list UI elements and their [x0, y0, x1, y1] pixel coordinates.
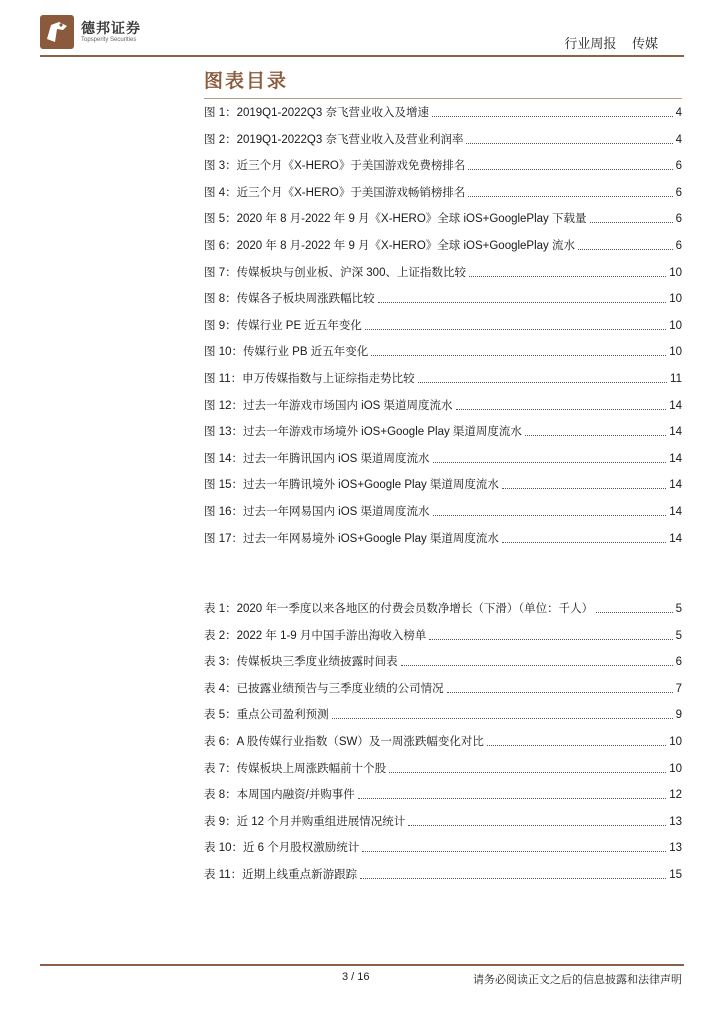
company-name-cn: 德邦证券	[81, 20, 141, 36]
header-divider	[40, 55, 684, 57]
table-entry[interactable]	[204, 759, 682, 777]
figure-entry[interactable]	[204, 103, 682, 121]
figure-entry[interactable]	[204, 263, 682, 281]
dot-leader	[360, 878, 666, 879]
title-divider	[204, 98, 682, 99]
company-logo	[40, 15, 160, 49]
table-entry[interactable]	[204, 785, 682, 803]
figure-entry-page: 14	[669, 399, 682, 412]
dot-leader	[433, 462, 667, 463]
dot-leader	[487, 745, 666, 746]
dot-leader	[401, 665, 673, 666]
figure-entry-label: 图 13：过去一年游戏市场境外 iOS+Google Play 渠道周度流水	[204, 426, 522, 439]
company-name-en: Topsperity Securities	[81, 37, 137, 43]
table-entry-page: 6	[675, 656, 682, 669]
table-entry[interactable]	[204, 599, 682, 617]
figure-entry[interactable]	[204, 156, 682, 174]
figure-entry[interactable]	[204, 183, 682, 201]
table-entry[interactable]	[204, 626, 682, 644]
figure-entry-page: 14	[669, 452, 682, 465]
figure-entry[interactable]	[204, 396, 682, 414]
dot-leader	[466, 143, 672, 144]
table-entry[interactable]	[204, 705, 682, 723]
dot-leader	[433, 515, 667, 516]
toc-title: 图表目录	[204, 71, 289, 92]
figure-entry-page: 10	[669, 266, 682, 279]
table-entry[interactable]	[204, 679, 682, 697]
table-entry-label: 表 3：传媒板块三季度业绩披露时间表	[204, 656, 398, 669]
table-entry-label: 表 4：已披露业绩预告与三季度业绩的公司情况	[204, 682, 444, 695]
figure-entry[interactable]	[204, 502, 682, 520]
table-entry-label: 表 1：2020 年一季度以来各地区的付费会员数净增长（下滑）（单位：千人）	[204, 603, 594, 615]
figure-entry-label: 图 16：过去一年网易国内 iOS 渠道周度流水	[204, 506, 430, 518]
table-entry-label: 表 9：近 12 个月并购重组进展情况统计	[204, 815, 406, 828]
table-entry-page: 13	[669, 815, 682, 828]
figure-entry[interactable]	[204, 209, 682, 227]
figure-entry-page: 10	[669, 319, 682, 332]
dot-leader	[365, 329, 666, 330]
table-entry-page: 10	[669, 736, 682, 748]
figure-entry[interactable]	[204, 529, 682, 547]
dot-leader	[362, 851, 666, 852]
dot-leader	[358, 798, 666, 799]
table-entry-page: 5	[675, 629, 682, 642]
figure-entry-label: 图 9：传媒行业 PE 近五年变化	[204, 319, 362, 332]
figure-entry-label: 图 10：传媒行业 PB 近五年变化	[204, 346, 369, 359]
report-type: 行业周报	[564, 36, 617, 51]
disclaimer-text: 请务必阅读正文之后的信息披露和法律声明	[473, 974, 682, 986]
dot-leader	[469, 276, 666, 277]
figure-entry-page: 14	[669, 426, 682, 439]
figure-entry-label: 图 8：传媒各子板块周涨跌幅比较	[204, 293, 375, 306]
figure-entry[interactable]	[204, 236, 682, 254]
figure-entry[interactable]	[204, 130, 682, 148]
figure-entry-page: 4	[675, 107, 682, 119]
dot-leader	[596, 612, 672, 613]
dot-leader	[468, 169, 672, 170]
table-entry-label: 表 7：传媒板块上周涨跌幅前十个股	[204, 762, 387, 775]
figure-entry-label: 图 17：过去一年网易境外 iOS+Google Play 渠道周度流水	[204, 532, 499, 545]
table-entry-label: 表 5：重点公司盈利预测	[204, 709, 329, 722]
figure-entry[interactable]	[204, 475, 682, 493]
figure-entry-label: 图 7：传媒板块与创业板、沪深 300、上证指数比较	[204, 266, 466, 279]
figure-entry[interactable]	[204, 449, 682, 467]
dot-leader	[525, 435, 666, 436]
dot-leader	[432, 116, 673, 117]
figure-entry[interactable]	[204, 422, 682, 440]
dot-leader	[332, 718, 673, 719]
report-category	[552, 33, 658, 52]
figure-entry-page: 6	[675, 240, 682, 252]
dot-leader	[502, 542, 666, 543]
figure-entry-label: 图 5：2020 年 8 月-2022 年 9 月《X-HERO》全球 iOS+GooglePlay 下载量	[204, 213, 587, 226]
table-entry-page: 10	[669, 762, 682, 775]
figure-entry-page: 10	[669, 293, 682, 306]
figure-entry-page: 11	[670, 373, 682, 385]
figure-entry-label: 图 6：2020 年 8 月-2022 年 9 月《X-HERO》全球 iOS+GooglePlay 流水	[204, 240, 576, 252]
page-number: 3 / 16	[342, 971, 370, 983]
figure-entry[interactable]	[204, 316, 682, 334]
table-entry-label: 表 8：本周国内融资/并购事件	[204, 789, 355, 802]
dot-leader	[447, 692, 673, 693]
footer-divider	[40, 964, 684, 966]
figure-entry[interactable]	[204, 289, 682, 307]
figure-entry-page: 6	[675, 160, 682, 173]
figure-entry-label: 图 14：过去一年腾讯国内 iOS 渠道周度流水	[204, 452, 430, 465]
figure-entry-page: 10	[669, 346, 682, 359]
table-entry-page: 13	[669, 842, 682, 855]
figure-entry[interactable]	[204, 369, 682, 387]
dot-leader	[371, 355, 666, 356]
figure-entry-label: 图 3：近三个月《X-HERO》于美国游戏免费榜排名	[204, 160, 466, 173]
table-entry[interactable]	[204, 838, 682, 856]
figure-entry-page: 14	[669, 506, 682, 518]
figure-entry-page: 14	[669, 479, 682, 492]
report-sector: 传媒	[631, 36, 658, 51]
table-entry[interactable]	[204, 812, 682, 830]
figure-entry-page: 4	[675, 133, 682, 146]
dot-leader	[389, 772, 666, 773]
figure-entry[interactable]	[204, 342, 682, 360]
page-header	[0, 0, 724, 62]
figure-entry-label: 图 15：过去一年腾讯境外 iOS+Google Play 渠道周度流水	[204, 479, 499, 492]
table-entry-label: 表 2：2022 年 1-9 月中国手游出海收入榜单	[204, 629, 427, 642]
table-entry-label: 表 11：近期上线重点新游跟踪	[204, 869, 358, 881]
table-entry[interactable]	[204, 865, 682, 883]
company-logo-icon	[40, 15, 74, 49]
dot-leader	[590, 222, 673, 223]
figure-entry-page: 6	[675, 186, 682, 199]
dot-leader	[468, 196, 672, 197]
table-entry-page: 5	[675, 603, 682, 615]
dot-leader	[418, 382, 667, 383]
table-entry[interactable]	[204, 652, 682, 670]
table-entry-page: 7	[675, 682, 682, 695]
table-entry-label: 表 6：A 股传媒行业指数（SW）及一周涨跌幅变化对比	[204, 736, 484, 748]
figure-entry-label: 图 1：2019Q1-2022Q3 奈飞营业收入及增速	[204, 107, 429, 119]
dot-leader	[429, 639, 672, 640]
figure-entry-label: 图 2：2019Q1-2022Q3 奈飞营业收入及营业利润率	[204, 133, 464, 146]
figure-entry-label: 图 4：近三个月《X-HERO》于美国游戏畅销榜排名	[204, 186, 466, 199]
table-entry-label: 表 10：近 6 个月股权激励统计	[204, 842, 360, 855]
dot-leader	[456, 409, 667, 410]
figure-entry-page: 6	[675, 213, 682, 226]
figure-entry-label: 图 12：过去一年游戏市场国内 iOS 渠道周度流水	[204, 399, 453, 412]
table-entry-page: 9	[675, 709, 682, 722]
table-entry-page: 12	[669, 789, 682, 802]
figure-entry-label: 图 11：申万传媒指数与上证综指走势比较	[204, 373, 415, 385]
table-entry[interactable]	[204, 732, 682, 750]
table-entry-page: 15	[669, 869, 682, 881]
dot-leader	[408, 825, 666, 826]
dot-leader	[578, 249, 673, 250]
dot-leader	[378, 302, 667, 303]
figure-entry-page: 14	[669, 532, 682, 545]
dot-leader	[502, 488, 666, 489]
